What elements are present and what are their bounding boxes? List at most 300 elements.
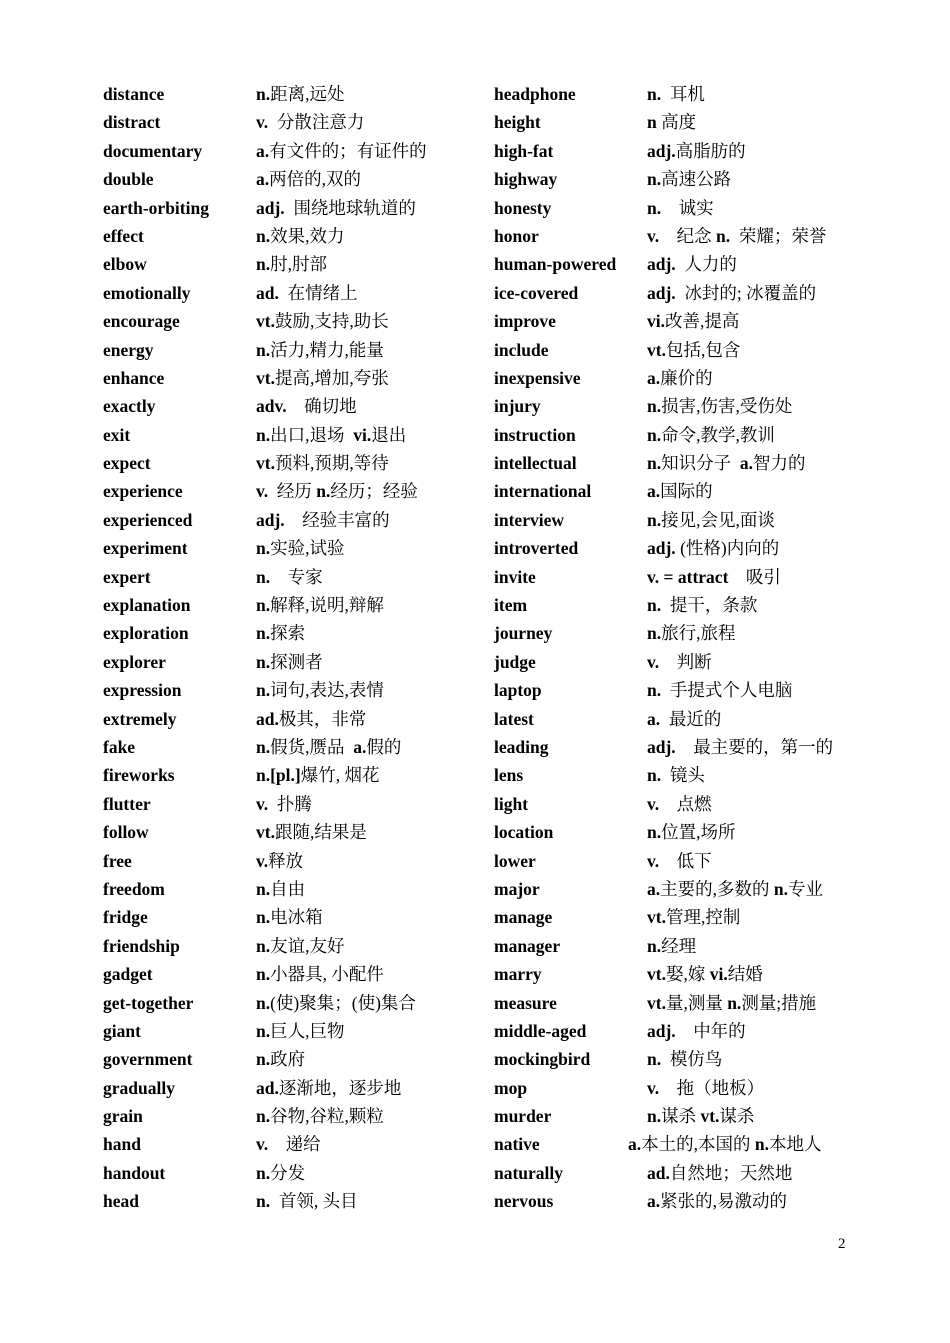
vocab-definition [256,1159,305,1187]
definition-text: 智力的 [752,453,806,474]
vocab-definition [256,477,418,505]
definition-text: 巨人,巨物 [270,1020,345,1041]
vocab-word: middle-aged [494,1020,587,1041]
definition-text: 专家 [270,566,323,587]
vocab-word: measure [494,992,557,1013]
vocab-definition [647,847,712,875]
definition-text: 活力,精力,能量 [270,339,384,360]
vocab-definition [647,336,740,364]
definition-text: 本土的,本国的 [641,1134,755,1155]
vocab-word: elbow [103,254,147,275]
part-of-speech: ad. [647,1162,670,1183]
part-of-speech: n. [256,84,271,104]
part-of-speech: n. [256,651,271,672]
definition-text: 分散注意力 [268,112,365,133]
part-of-speech: adj. [647,140,676,161]
part-of-speech: n. [647,453,662,474]
vocab-word: effect [103,225,144,246]
definition-text: 预料,预期,等待 [274,453,389,474]
vocab-definition [647,165,731,193]
vocab-word: enhance [103,367,165,388]
page-number: 2 [838,1236,846,1252]
definition-text: 出口,退场 [270,424,354,445]
definition-text: 手提式个人电脑 [661,680,793,701]
definition-text: 逐渐地，逐步地 [278,1077,402,1098]
part-of-speech: v. [647,1077,660,1098]
vocab-definition [256,80,344,108]
vocab-word: major [494,878,540,899]
vocab-definition [647,307,739,335]
vocab-definition [256,818,367,846]
definition-text: 经历 [268,481,317,502]
vocab-word: explorer [103,651,166,672]
definition-text: 解释,说明,辩解 [270,595,384,616]
vocab-definition [628,1130,821,1158]
definition-text: 结婚 [727,964,763,985]
vocab-definition [256,648,323,676]
definition-text: 测量;措施 [741,992,817,1013]
definition-text: 谋杀 [719,1106,755,1127]
definition-text: 假的 [366,736,402,757]
definition-text: 自然地；天然地 [669,1162,793,1183]
part-of-speech: v. [256,1134,269,1155]
part-of-speech: ad. [256,1077,279,1098]
part-of-speech: n. [647,822,662,843]
part-of-speech: n. [256,736,271,757]
definition-text: 命令,教学,教训 [661,424,775,445]
vocab-definition [647,1187,787,1215]
vocab-definition [256,761,379,789]
vocab-word: follow [103,822,149,843]
vocab-word: honor [494,225,539,246]
definition-text: 探测者 [270,651,323,672]
part-of-speech: vt. [647,907,666,928]
definition-text: 提高,增加,夸张 [274,367,389,388]
definition-text: 友谊,友好 [270,935,345,956]
vocab-word: nervous [494,1191,554,1212]
definition-text: 扑腾 [268,793,312,814]
part-of-speech: v. [647,793,660,814]
vocab-definition [647,137,746,165]
vocab-definition [647,989,816,1017]
vocab-word: international [494,481,592,502]
vocab-word: hand [103,1134,141,1155]
vocab-word: free [103,850,132,871]
part-of-speech: n. [316,481,331,502]
part-of-speech: n. [647,680,662,701]
vocab-definition [647,108,696,136]
part-of-speech: vt. [700,1106,720,1127]
definition-text: 退出 [371,424,407,445]
part-of-speech: a. [647,367,661,388]
vocab-definition [647,563,781,591]
vocab-definition [256,421,406,449]
vocab-definition [647,421,775,449]
vocab-definition [256,989,416,1017]
part-of-speech: a. [256,140,270,161]
definition-text: 最主要的，第一的 [675,736,834,757]
vocab-word: distract [103,112,161,133]
definition-text: 两倍的,双的 [269,169,361,190]
part-of-speech: a. [628,1134,642,1155]
vocab-definition [256,847,303,875]
part-of-speech: n. [716,225,731,246]
definition-text: 判断 [659,651,712,672]
vocab-definition [647,619,735,647]
part-of-speech: adj. [647,282,676,303]
vocab-definition [647,761,705,789]
part-of-speech: n. [647,595,662,616]
definition-text: 旅行,旅程 [661,623,736,644]
vocab-definition [256,1017,344,1045]
vocab-definition [647,960,763,988]
vocab-definition [647,676,792,704]
vocab-word: freedom [103,878,165,899]
part-of-speech: v. [256,793,269,814]
part-of-speech: ad. [256,282,279,303]
part-of-speech: vt. [256,311,275,332]
part-of-speech: n. [773,878,788,899]
vocab-word: mop [494,1077,528,1098]
vocab-definition [647,1017,746,1045]
definition-text: 低下 [659,850,712,871]
vocab-word: introverted [494,538,579,559]
vocab-definition [256,506,390,534]
vocab-word: interview [494,509,564,530]
definition-text: 高速公路 [661,169,732,190]
part-of-speech: n. [256,680,271,701]
vocab-word: expect [103,453,151,474]
part-of-speech: v. = attract [647,566,729,587]
part-of-speech: vt. [256,367,275,388]
part-of-speech: n. [256,1106,271,1127]
definition-text: 探索 [270,623,306,644]
part-of-speech: a. [647,878,661,899]
vocab-word: lens [494,765,524,786]
part-of-speech: n. [647,169,662,190]
vocab-definition [256,591,384,619]
part-of-speech: v. [256,112,269,133]
vocab-definition [256,1045,305,1073]
vocab-word: energy [103,339,154,360]
definition-text: 有文件的；有证件的 [269,140,427,161]
vocab-definition [647,733,833,761]
part-of-speech: n. [647,1049,662,1070]
vocab-definition [256,1130,321,1158]
vocab-word: expression [103,680,182,701]
vocab-definition [647,818,735,846]
vocab-definition [256,1102,384,1130]
definition-text: 镜头 [661,765,705,786]
part-of-speech: adj. [256,509,285,530]
definition-text: 紧张的,易激动的 [660,1191,787,1212]
definition-text: 最近的 [660,708,722,729]
vocab-word: expert [103,566,151,587]
vocab-definition [647,790,712,818]
definition-text: 谷物,谷粒,颗粒 [270,1106,384,1127]
vocab-definition [647,932,696,960]
part-of-speech: v. [647,850,660,871]
vocab-word: gradually [103,1077,175,1098]
definition-text: 递给 [268,1134,321,1155]
vocab-word: location [494,822,554,843]
vocab-word: naturally [494,1162,564,1183]
definition-text: 纪念 [659,225,717,246]
part-of-speech: n. [256,1049,271,1070]
definition-text: 损害,伤害,受伤处 [661,396,793,417]
definition-text: 确切地 [286,396,357,417]
part-of-speech: n. [256,225,271,246]
definition-text: 首领, 头目 [270,1191,358,1212]
vocab-word: height [494,112,541,133]
vocab-definition [256,932,344,960]
part-of-speech: a. [647,481,661,502]
vocab-definition [647,1045,722,1073]
vocab-definition [647,1159,792,1187]
part-of-speech: adj. [647,538,676,559]
vocab-definition [256,392,357,420]
vocab-word: latest [494,708,534,729]
part-of-speech: n. [256,595,271,616]
part-of-speech: n. [256,339,271,360]
vocab-word: flutter [103,793,151,814]
definition-text: 经验丰富的 [284,509,390,530]
vocab-word: experiment [103,538,188,559]
vocab-definition [256,790,312,818]
definition-text: 经历；经验 [330,481,418,502]
vocab-definition [256,733,401,761]
definition-text: 肘,肘部 [270,254,327,275]
vocab-definition [256,336,384,364]
vocab-definition [256,960,384,988]
vocab-word: marry [494,964,542,985]
definition-text: 诚实 [661,197,714,218]
part-of-speech: adj. [647,1020,676,1041]
part-of-speech: n. [256,1020,271,1041]
definition-text: 知识分子 [661,453,740,474]
vocab-definition [256,1074,401,1102]
definition-text: 娶,嫁 [665,964,710,985]
vocab-word: judge [494,651,536,672]
part-of-speech: n. [256,566,271,587]
definition-text: 跟随,结果是 [274,822,367,843]
vocab-definition [256,903,323,931]
vocab-definition [647,903,740,931]
vocab-word: invite [494,566,536,587]
part-of-speech: adj. [647,254,676,275]
vocab-definition [256,194,416,222]
vocab-definition [256,250,327,278]
vocab-word: exit [103,424,131,445]
vocab-word: mockingbird [494,1049,591,1070]
vocab-word: gadget [103,964,153,985]
part-of-speech: n.[pl.] [256,765,301,786]
part-of-speech: n. [647,765,662,786]
definition-text: 改善,提高 [665,311,740,332]
vocab-definition [647,1102,754,1130]
definition-text: 自由 [270,878,306,899]
definition-text: 管理,控制 [665,907,741,928]
part-of-speech: vt. [256,453,275,474]
definition-text: 围绕地球轨道的 [284,197,416,218]
vocab-definition [647,1074,764,1102]
vocab-word: laptop [494,680,542,701]
vocab-definition [256,676,384,704]
part-of-speech: n. [754,1134,769,1155]
part-of-speech: a. [353,736,367,757]
part-of-speech: vt. [647,992,666,1013]
part-of-speech: n. [256,964,271,985]
definition-text: 经理 [661,935,697,956]
definition-text: 在情绪上 [278,282,358,303]
vocab-definition [256,875,305,903]
vocab-word: honesty [494,197,552,218]
vocab-word: fireworks [103,765,175,786]
part-of-speech: n [647,112,657,133]
definition-text: 模仿鸟 [661,1049,723,1070]
vocab-word: injury [494,396,541,417]
part-of-speech: a. [256,169,270,190]
vocab-definition [647,534,779,562]
vocab-word: murder [494,1106,552,1127]
part-of-speech: n. [256,992,271,1013]
vocab-definition [256,307,389,335]
definition-text: (使)聚集；(使)集合 [270,992,416,1013]
definition-text: 谋杀 [661,1106,701,1127]
vocab-definition [256,165,361,193]
part-of-speech: n. [256,1162,271,1183]
definition-text: 接见,会见,面谈 [661,509,775,530]
vocab-word: government [103,1049,193,1070]
part-of-speech: a. [647,708,661,729]
vocab-word: encourage [103,311,180,332]
definition-text: 专业 [787,878,823,899]
vocab-word: exactly [103,396,156,417]
definition-text: 包括,包含 [665,339,741,360]
definition-text: 点燃 [659,793,712,814]
vocab-definition [647,705,721,733]
part-of-speech: n. [256,1191,271,1212]
vocab-definition [256,705,366,733]
vocab-word: experience [103,481,183,502]
vocab-word: highway [494,169,558,190]
part-of-speech: n. [256,424,271,445]
part-of-speech: n. [256,935,271,956]
definition-text: 吸引 [728,566,781,587]
part-of-speech: vi. [709,964,728,985]
vocab-word: high-fat [494,140,554,161]
vocab-word: extremely [103,708,177,729]
vocab-word: fridge [103,907,148,928]
part-of-speech: adj. [256,197,285,218]
definition-text: 量,测量 [665,992,728,1013]
vocab-word: native [494,1134,540,1155]
vocab-word: exploration [103,623,189,644]
vocab-word: lower [494,850,536,871]
vocab-definition [256,108,364,136]
vocab-word: include [494,339,549,360]
part-of-speech: vt. [256,822,275,843]
part-of-speech: n. [647,509,662,530]
vocab-word: manager [494,935,561,956]
definition-text: 效果,效力 [270,225,345,246]
part-of-speech: n. [727,992,742,1013]
part-of-speech: n. [647,197,662,218]
vocab-word: leading [494,736,549,757]
vocab-word: get-together [103,992,194,1013]
definition-text: 耳机 [661,84,705,104]
definition-text: 本地人 [768,1134,822,1155]
definition-text: 提干，条款 [661,595,758,616]
part-of-speech: n. [647,1106,662,1127]
vocab-word: intellectual [494,453,577,474]
part-of-speech: n. [256,878,271,899]
vocab-word: headphone [494,84,576,104]
definition-text: 距离,远处 [270,84,345,104]
part-of-speech: n. [647,424,662,445]
part-of-speech: v. [256,481,269,502]
vocab-definition [647,591,757,619]
definition-text: 冰封的; 冰覆盖的 [675,282,817,303]
part-of-speech: n. [256,254,271,275]
definition-text: 小器具, 小配件 [270,964,384,985]
definition-text: 实验,试验 [270,538,345,559]
definition-text: 人力的 [675,254,737,275]
definition-text: 假货,赝品 [270,736,354,757]
definition-text: 位置,场所 [661,822,736,843]
definition-text: 高度 [656,112,697,133]
vocab-definition [647,875,823,903]
part-of-speech: n. [647,935,662,956]
part-of-speech: a. [739,453,753,474]
definition-text: 释放 [268,850,304,871]
vocab-definition [647,648,712,676]
vocab-definition [647,449,805,477]
definition-text: 高脂肪的 [675,140,746,161]
part-of-speech: vi. [647,311,665,332]
vocab-word: fake [103,736,136,757]
vocab-definition [647,506,775,534]
part-of-speech: v. [647,651,660,672]
vocab-word: experienced [103,509,193,530]
vocab-word: manage [494,907,553,928]
vocab-definition [647,392,792,420]
vocab-definition [647,222,826,250]
definition-text: 分发 [270,1162,306,1183]
part-of-speech: n. [256,907,271,928]
vocab-word: handout [103,1162,166,1183]
vocab-definition [647,250,737,278]
vocab-word: emotionally [103,282,191,303]
vocab-definition [256,449,389,477]
part-of-speech: n. [256,538,271,559]
definition-text: 极其，非常 [278,708,367,729]
definition-text: 爆竹, 烟花 [300,765,380,786]
definition-text: 中年的 [675,1020,746,1041]
vocab-word: earth-orbiting [103,197,209,218]
part-of-speech: vi. [353,424,372,445]
part-of-speech: v. [256,850,269,871]
vocab-definition [256,364,389,392]
definition-text: 电冰箱 [270,907,323,928]
vocab-word: grain [103,1106,143,1127]
vocab-word: improve [494,311,556,332]
vocab-word: friendship [103,935,180,956]
vocab-definition [256,1187,358,1215]
vocab-word: item [494,595,528,616]
definition-text: 鼓励,支持,助长 [274,311,389,332]
vocab-word: double [103,169,154,190]
